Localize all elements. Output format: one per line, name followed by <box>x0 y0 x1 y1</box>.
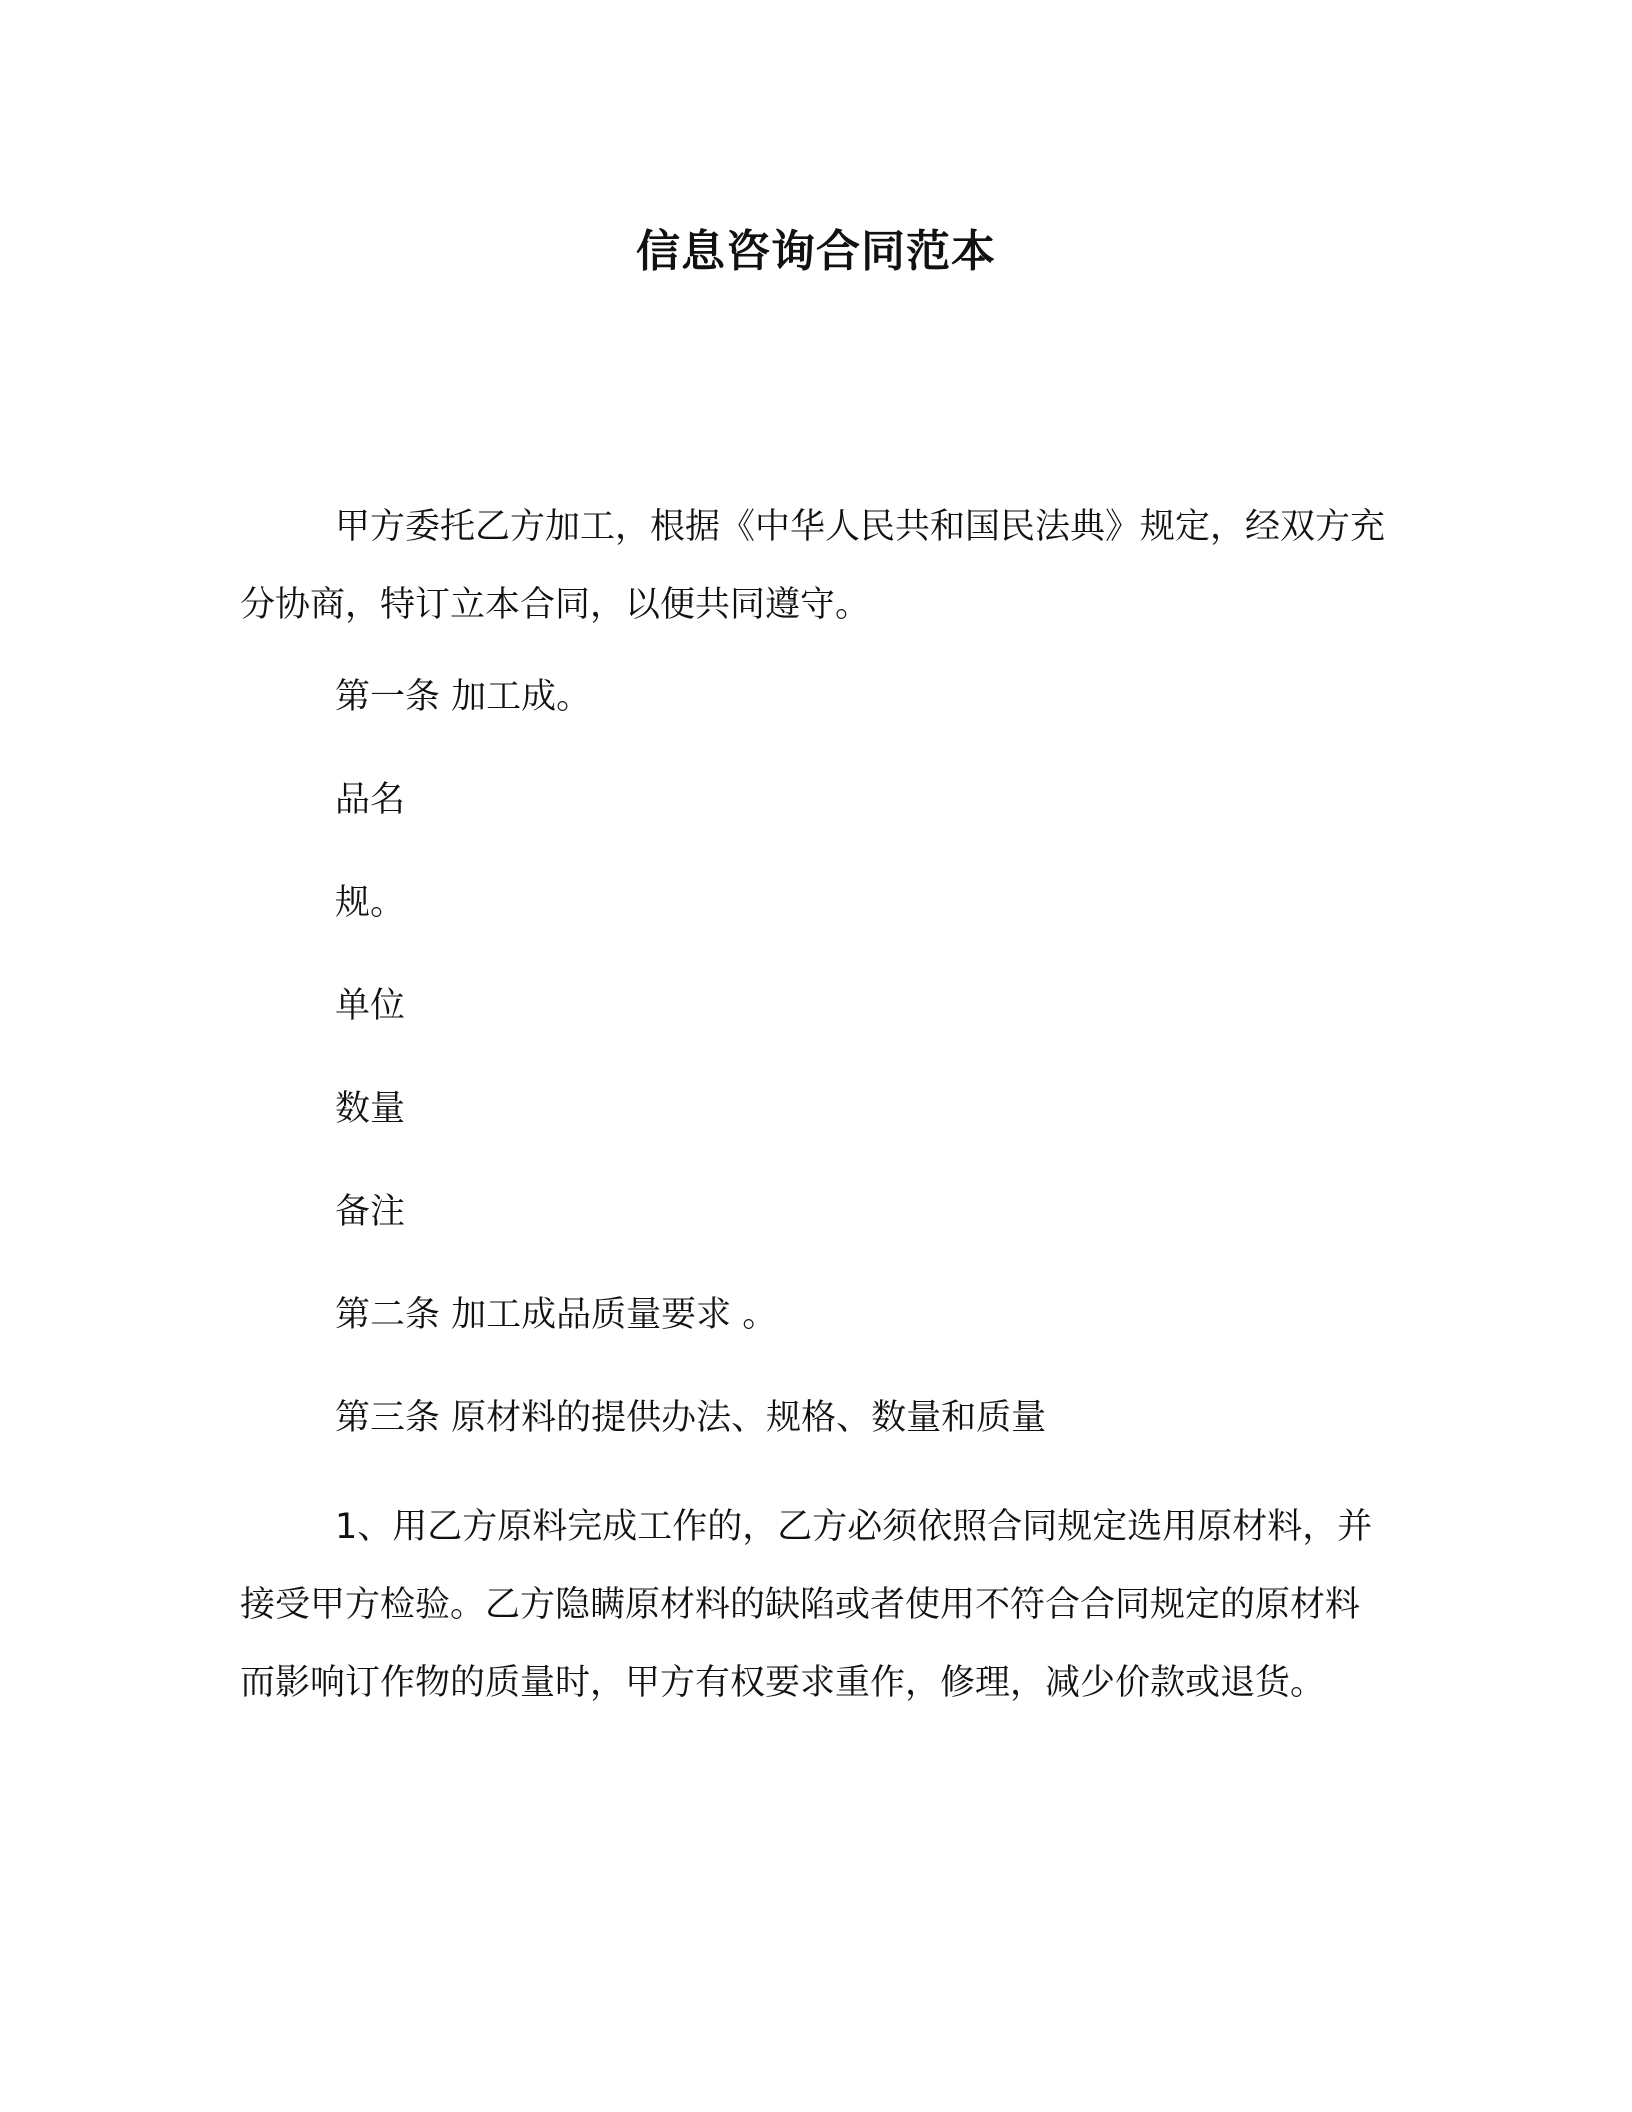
document-title: 信息咨询合同范本 <box>636 226 996 277</box>
article-3-heading: 第三条 原材料的提供办法、规格、数量和质量 <box>335 1398 1047 1438</box>
item-unit-label: 单位 <box>335 986 406 1026</box>
item-name-label: 品名 <box>335 780 406 820</box>
item-spec-label: 规。 <box>335 883 406 923</box>
clause-1-paragraph: 1、用乙方原料完成工作的，乙方必须依照合同规定选用原材料，并接受甲方检验。乙方隐瞒原材料的缺陷或者使用不符合合同规定的原材料而影响订作物的质量时，甲方有权要求重作，修理，减少价款或退货。 <box>240 1507 1373 1703</box>
item-quantity-label: 数量 <box>335 1089 406 1129</box>
intro-paragraph-block <box>240 488 1390 644</box>
intro-paragraph: 甲方委托乙方加工，根据《中华人民共和国民法典》规定，经双方充分协商，特订立本合同，以便共同遵守。 <box>240 507 1386 625</box>
item-remark-label: 备注 <box>335 1192 406 1232</box>
article-1-heading: 第一条 加工成。 <box>335 677 592 717</box>
clause-1-block <box>240 1488 1390 1722</box>
article-2-heading: 第二条 加工成品质量要求 。 <box>335 1295 778 1335</box>
